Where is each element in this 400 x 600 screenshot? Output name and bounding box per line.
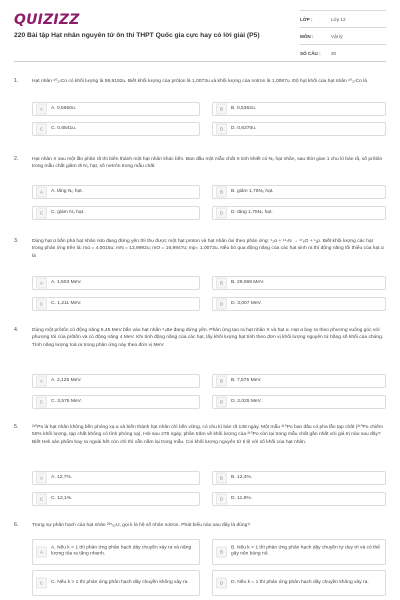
option-letter: A — [36, 376, 47, 387]
meta-row-count — [300, 45, 386, 62]
option-a[interactable] — [32, 276, 200, 290]
option-b[interactable] — [212, 374, 386, 388]
option-letter: C — [36, 397, 47, 408]
option-letter: A — [36, 187, 47, 198]
option-text: C. 1,211 MeV. — [51, 300, 82, 306]
question-text: Hạt nhân X sau một lần phân rã thì biến thành một hạt nhân khác bền. Ban đầu một mẫu chất X tinh khiết có N₀ hạt nhân, sau thời gian 1 chu kì bán rã, số prôtôn trong mẫu chất giảm đi N₀ hạt, số nơtrôn trong mẫu chất — [32, 157, 383, 170]
meta-row-class — [300, 10, 386, 28]
option-text: A. 1,503 MeV. — [51, 279, 82, 285]
question-number: 4. — [14, 327, 19, 333]
option-text: D. 11,9%. — [231, 495, 253, 501]
option-letter: B — [216, 547, 227, 558]
meta-value: Lớp 12 — [331, 16, 346, 22]
meta-value: 30 — [331, 50, 337, 56]
option-letter: C — [36, 494, 47, 505]
option-letter: D — [216, 578, 227, 589]
question-number: 1. — [14, 78, 19, 84]
option-text: B. giảm 1,75N₀ hạt. — [231, 188, 274, 194]
question-6 — [14, 522, 386, 598]
question-4 — [14, 327, 386, 413]
option-letter: A — [36, 104, 47, 115]
option-a[interactable] — [32, 471, 200, 485]
option-text: A. 2,125 MeV. — [51, 377, 82, 383]
question-text: ²¹⁰Po là hạt nhân không bền phóng xạ α và biến thành hạt nhân chì bền vững, có chu kì bán rã 138 ngày. Một mẫu ²¹⁰Po ban đầu có pha lẫn tạp chất (²¹⁰Po chiếm 50% khối lượng, tạp chất không có tính phóng xạ). Hỏi sau 276 ngày, phần trăm về khối lượng của ²¹⁰Po còn lại trong mẫu chất gần nhất với giá trị nào sau đây? Biết Heli sản phẩm bay ra ngoài hết còn chì thì vẫn nằm lại trong mẫu. Coi khối lượng nguyên tử tỉ lệ với số khối của hạt nhân. — [32, 425, 383, 445]
question-number: 3. — [14, 238, 19, 244]
question-number: 5. — [14, 424, 19, 430]
question-number: 6. — [14, 522, 19, 528]
option-text: B. Nếu k > 1 thì phản ứng phân hạch dây chuyền tự duy trì và có thể gây nên bùng nổ. — [231, 545, 380, 557]
option-a[interactable] — [32, 539, 200, 565]
option-c[interactable] — [32, 395, 200, 409]
option-letter: D — [216, 208, 227, 219]
option-letter: D — [216, 299, 227, 310]
meta-key: LỚP : — [300, 16, 313, 22]
option-letter: C — [36, 208, 47, 219]
option-text: A. 12,7%. — [51, 474, 73, 480]
question-text: Trong sự phân hạch của hạt nhân ²³⁵₉₂U, gọi k là hệ số nhân notron. Phát biểu nào sau đây là đúng? — [32, 523, 251, 528]
page-title: 220 Bài tập Hạt nhân nguyên tử ôn thi THPT Quốc gia cực hay có lời giải (P5) — [14, 32, 260, 39]
option-text: B. 12,4%. — [231, 474, 253, 480]
option-c[interactable] — [32, 206, 200, 220]
option-d[interactable] — [212, 206, 386, 220]
option-letter: D — [216, 397, 227, 408]
option-text: C. 3,575 MeV. — [51, 398, 82, 404]
option-c[interactable] — [32, 122, 200, 136]
option-text: A. 0,5650u. — [51, 105, 77, 111]
option-c[interactable] — [32, 297, 200, 311]
meta-table — [300, 10, 386, 62]
option-letter: C — [36, 578, 47, 589]
option-text: B. 7,575 MeV. — [231, 377, 262, 383]
question-2 — [14, 156, 386, 226]
quizizz-logo: QUIZIZZ — [14, 12, 80, 28]
option-text: A. tăng N₀ hạt. — [51, 188, 83, 194]
option-text: D. Nếu k = 1 thì phản ứng phân hạch dây chuyền không xảy ra. — [231, 579, 369, 585]
option-d[interactable] — [212, 570, 386, 596]
question-number: 2. — [14, 156, 19, 162]
question-text: Hạt nhân ⁶⁰₂₇Co có khối lượng là 59,9192u. Biết khối lượng của prôton là 1,0073u và khối lượng của notron là 1,0087u. Độ hụt khối của hạt nhân ⁶⁰₂₇Co là — [32, 79, 367, 84]
option-text: B. 29,069 MeV. — [231, 279, 265, 285]
option-c[interactable] — [32, 570, 200, 596]
option-letter: B — [216, 104, 227, 115]
option-text: D. 0,6370u. — [231, 125, 257, 131]
option-a[interactable] — [32, 185, 200, 199]
option-text: C. Nếu k > 1 thì phản ứng phân hạch dây chuyền không xảy ra. — [51, 579, 189, 585]
option-a[interactable] — [32, 374, 200, 388]
option-b[interactable] — [212, 471, 386, 485]
question-text: Dùng một prôtôn có động năng 5,45 MeV bắn vào hạt nhân ⁹₄Be đang đứng yên. Phản ứng tạo ra hạt nhân X và hạt α. Hạt α bay ra theo phương vuông góc với phương tới của prôtôn và có động năng 4 MeV. Khi tính động năng của các hạt, lấy khối lượng hạt tính theo đơn vị khối lượng nguyên tử bằng số khối của chúng. Tính năng lượng toả ra trong phản ứng này theo đơn vị MeV. — [32, 328, 384, 348]
option-letter: C — [36, 299, 47, 310]
meta-row-subject — [300, 28, 386, 45]
question-5 — [14, 424, 386, 514]
option-letter: A — [36, 473, 47, 484]
header-divider — [14, 61, 386, 62]
meta-value: Vật lý — [331, 33, 343, 39]
option-letter: B — [216, 473, 227, 484]
option-b[interactable] — [212, 539, 386, 565]
option-a[interactable] — [32, 102, 200, 116]
question-text: Dùng hạt α bắn phá hạt nhân nito đang đứng yên thì thu được một hạt proton và hạt nhân ôxi theo phản ứng: ⁴₂α + ¹⁴₇N → ¹⁷₈O + ¹₁p. Biết khối lượng các hạt trong phản ứng trên là: mα = 4,0015u; mN = 13,9992u; mO = 16,9947u; mp= 1,0073u. Nếu bỏ qua động năng của các hạt sinh ra thì động năng tối thiểu của hạt α là — [32, 239, 384, 259]
option-b[interactable] — [212, 276, 386, 290]
option-letter: A — [36, 547, 47, 558]
option-letter: D — [216, 124, 227, 135]
option-c[interactable] — [32, 492, 200, 506]
option-text: C. 12,1%. — [51, 495, 73, 501]
option-d[interactable] — [212, 395, 386, 409]
meta-key: SỐ CÂU : — [300, 50, 321, 56]
option-text: B. 0,5362u. — [231, 105, 257, 111]
option-text: C. 0,6541u. — [51, 125, 77, 131]
question-1 — [14, 78, 386, 138]
option-text: C. giảm N₀ hạt. — [51, 209, 85, 215]
option-d[interactable] — [212, 297, 386, 311]
question-3 — [14, 238, 386, 318]
option-letter: A — [36, 278, 47, 289]
option-text: D. 2,025 MeV. — [231, 398, 262, 404]
option-letter: B — [216, 187, 227, 198]
option-text: D. tăng 1,75N₀ hạt. — [231, 209, 273, 215]
option-text: D. 3,007 MeV. — [231, 300, 262, 306]
meta-key: MÔN : — [300, 33, 314, 39]
option-text: A. Nếu k < 1 thì phản ứng phân hạch dây chuyền xảy ra và năng lượng tỏa ra tăng nhanh. — [51, 545, 192, 557]
option-b[interactable] — [212, 102, 386, 116]
option-b[interactable] — [212, 185, 386, 199]
option-letter: B — [216, 278, 227, 289]
option-letter: B — [216, 376, 227, 387]
option-letter: C — [36, 124, 47, 135]
option-d[interactable] — [212, 492, 386, 506]
option-letter: D — [216, 494, 227, 505]
option-d[interactable] — [212, 122, 386, 136]
